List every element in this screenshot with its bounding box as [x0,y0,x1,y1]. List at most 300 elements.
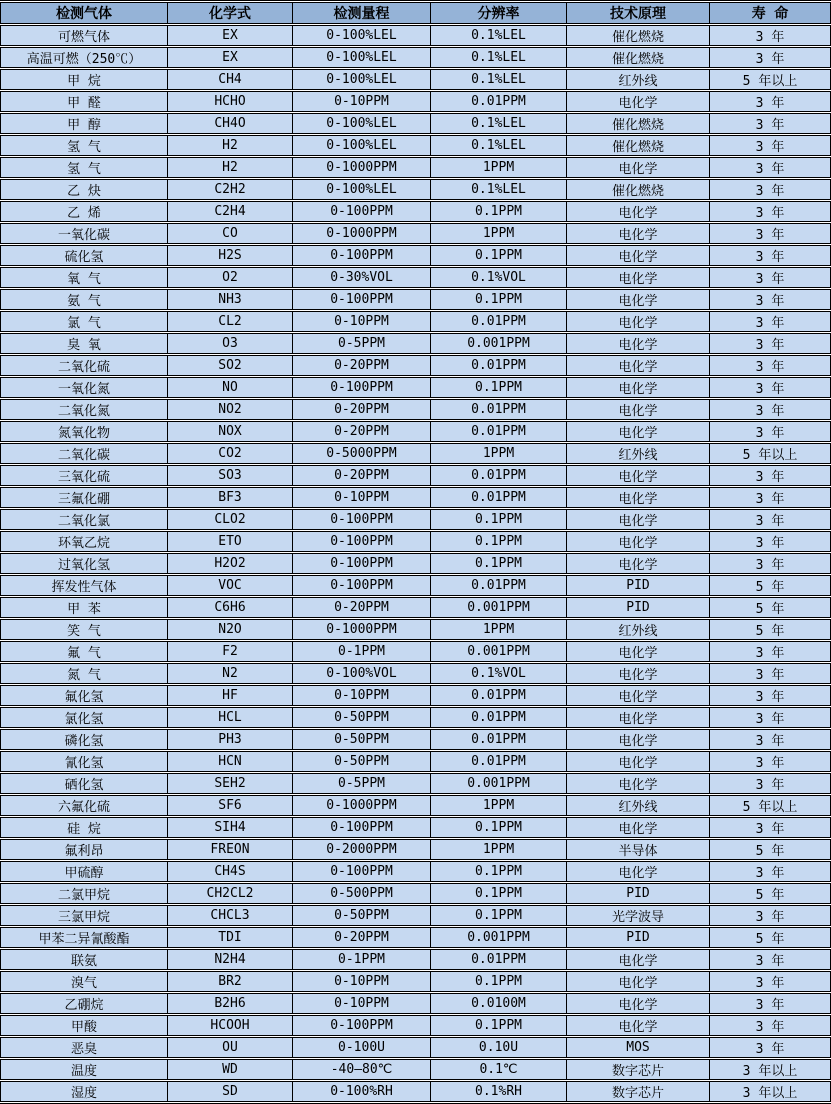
range-cell: 0-1PPM [292,949,430,970]
resolution-cell: 0.01PPM [430,465,566,486]
lifespan-cell: 3 年以上 [709,1081,831,1102]
table-row [0,91,831,112]
formula-cell: H2 [167,157,292,178]
principle-cell: PID [566,575,709,596]
lifespan-cell: 5 年以上 [709,69,831,90]
table-row [0,113,831,134]
table-row [0,553,831,574]
resolution-cell: 1PPM [430,619,566,640]
range-cell: 0-20PPM [292,927,430,948]
gas-name-cell: 挥发性气体 [0,575,167,596]
resolution-cell: 0.1%LEL [430,25,566,46]
table-row [0,729,831,750]
resolution-cell: 0.001PPM [430,597,566,618]
gas-name-cell: 环氧乙烷 [0,531,167,552]
formula-cell: ETO [167,531,292,552]
table-row [0,223,831,244]
principle-cell: 光学波导 [566,905,709,926]
formula-cell: H2 [167,135,292,156]
formula-cell: FREON [167,839,292,860]
gas-name-cell: 高温可燃（250℃） [0,47,167,68]
resolution-cell: 0.1PPM [430,971,566,992]
range-cell: 0-100%LEL [292,113,430,134]
table-row [0,619,831,640]
lifespan-cell: 5 年以上 [709,795,831,816]
table-row [0,1037,831,1058]
table-row [0,663,831,684]
principle-cell: 催化燃烧 [566,135,709,156]
lifespan-cell: 5 年 [709,597,831,618]
formula-cell: C2H2 [167,179,292,200]
gas-name-cell: 乙硼烷 [0,993,167,1014]
lifespan-cell: 3 年 [709,465,831,486]
formula-cell: H2S [167,245,292,266]
resolution-cell: 0.01PPM [430,729,566,750]
table-row [0,377,831,398]
gas-name-cell: 过氧化氢 [0,553,167,574]
lifespan-cell: 3 年 [709,1037,831,1058]
lifespan-cell: 3 年 [709,25,831,46]
table-row [0,47,831,68]
formula-cell: CH2CL2 [167,883,292,904]
resolution-cell: 0.1PPM [430,289,566,310]
column-header-principle: 技术原理 [566,2,709,24]
gas-name-cell: 二氧化硫 [0,355,167,376]
lifespan-cell: 3 年 [709,663,831,684]
gas-name-cell: 氰化氢 [0,751,167,772]
range-cell: 0-30%VOL [292,267,430,288]
gas-name-cell: 二氯甲烷 [0,883,167,904]
formula-cell: EX [167,47,292,68]
formula-cell: C2H4 [167,201,292,222]
principle-cell: 电化学 [566,421,709,442]
lifespan-cell: 3 年 [709,487,831,508]
gas-name-cell: 氟利昂 [0,839,167,860]
gas-name-cell: 氢 气 [0,157,167,178]
principle-cell: 电化学 [566,949,709,970]
resolution-cell: 0.01PPM [430,91,566,112]
principle-cell: 电化学 [566,971,709,992]
resolution-cell: 0.01PPM [430,575,566,596]
range-cell: 0-20PPM [292,399,430,420]
table-row [0,795,831,816]
formula-cell: TDI [167,927,292,948]
resolution-cell: 0.1%LEL [430,179,566,200]
table-row [0,333,831,354]
range-cell: 0-100PPM [292,289,430,310]
table-row [0,817,831,838]
principle-cell: 电化学 [566,1015,709,1036]
formula-cell: CHCL3 [167,905,292,926]
gas-name-cell: 氯 气 [0,311,167,332]
lifespan-cell: 5 年以上 [709,443,831,464]
resolution-cell: 0.1PPM [430,905,566,926]
lifespan-cell: 3 年 [709,289,831,310]
formula-cell: CO [167,223,292,244]
principle-cell: 电化学 [566,707,709,728]
column-header-range: 检测量程 [292,2,430,24]
principle-cell: 电化学 [566,245,709,266]
resolution-cell: 0.1PPM [430,883,566,904]
range-cell: 0-1PPM [292,641,430,662]
table-row [0,751,831,772]
range-cell: 0-100PPM [292,201,430,222]
resolution-cell: 1PPM [430,443,566,464]
principle-cell: 电化学 [566,289,709,310]
resolution-cell: 0.001PPM [430,927,566,948]
gas-name-cell: 氟化氢 [0,685,167,706]
resolution-cell: 0.001PPM [430,333,566,354]
lifespan-cell: 3 年 [709,245,831,266]
lifespan-cell: 3 年 [709,707,831,728]
range-cell: 0-100%LEL [292,25,430,46]
principle-cell: 红外线 [566,443,709,464]
column-header-resolution: 分辨率 [430,2,566,24]
principle-cell: 电化学 [566,531,709,552]
range-cell: 0-10PPM [292,685,430,706]
range-cell: 0-10PPM [292,971,430,992]
gas-name-cell: 氮 气 [0,663,167,684]
resolution-cell: 0.1%LEL [430,69,566,90]
range-cell: 0-100PPM [292,245,430,266]
formula-cell: EX [167,25,292,46]
table-row [0,289,831,310]
table-row [0,399,831,420]
formula-cell: CL2 [167,311,292,332]
gas-name-cell: 硫化氢 [0,245,167,266]
table-row [0,179,831,200]
range-cell: 0-5000PPM [292,443,430,464]
gas-name-cell: 恶臭 [0,1037,167,1058]
formula-cell: N2H4 [167,949,292,970]
range-cell: 0-100PPM [292,531,430,552]
lifespan-cell: 3 年 [709,179,831,200]
principle-cell: 电化学 [566,333,709,354]
range-cell: 0-10PPM [292,311,430,332]
range-cell: 0-100%LEL [292,69,430,90]
lifespan-cell: 3 年 [709,377,831,398]
gas-name-cell: 一氧化碳 [0,223,167,244]
principle-cell: 电化学 [566,729,709,750]
principle-cell: 电化学 [566,861,709,882]
lifespan-cell: 3 年 [709,201,831,222]
formula-cell: CH4S [167,861,292,882]
resolution-cell: 0.01PPM [430,355,566,376]
lifespan-cell: 3 年 [709,91,831,112]
formula-cell: CH4O [167,113,292,134]
lifespan-cell: 3 年以上 [709,1059,831,1080]
range-cell: 0-1000PPM [292,795,430,816]
gas-name-cell: 甲 苯 [0,597,167,618]
formula-cell: SEH2 [167,773,292,794]
table-row [0,355,831,376]
gas-name-cell: 温度 [0,1059,167,1080]
table-row [0,685,831,706]
principle-cell: 催化燃烧 [566,179,709,200]
lifespan-cell: 5 年 [709,575,831,596]
resolution-cell: 0.001PPM [430,641,566,662]
resolution-cell: 0.1PPM [430,861,566,882]
range-cell: 0-100%LEL [292,135,430,156]
table-row [0,487,831,508]
principle-cell: 电化学 [566,465,709,486]
principle-cell: 数字芯片 [566,1081,709,1102]
table-row [0,949,831,970]
formula-cell: VOC [167,575,292,596]
table-row [0,531,831,552]
gas-name-cell: 乙 炔 [0,179,167,200]
table-row [0,1059,831,1080]
gas-name-cell: 二氧化氯 [0,509,167,530]
column-header-gas: 检测气体 [0,2,167,24]
resolution-cell: 1PPM [430,839,566,860]
principle-cell: 电化学 [566,663,709,684]
principle-cell: 电化学 [566,993,709,1014]
resolution-cell: 0.1PPM [430,509,566,530]
gas-name-cell: 氮氧化物 [0,421,167,442]
formula-cell: N2O [167,619,292,640]
formula-cell: OU [167,1037,292,1058]
lifespan-cell: 5 年 [709,883,831,904]
lifespan-cell: 3 年 [709,135,831,156]
principle-cell: 催化燃烧 [566,47,709,68]
lifespan-cell: 3 年 [709,421,831,442]
formula-cell: CLO2 [167,509,292,530]
range-cell: 0-50PPM [292,707,430,728]
gas-name-cell: 联氨 [0,949,167,970]
formula-cell: F2 [167,641,292,662]
principle-cell: 红外线 [566,69,709,90]
range-cell: 0-100%VOL [292,663,430,684]
gas-name-cell: 甲酸 [0,1015,167,1036]
principle-cell: 电化学 [566,751,709,772]
resolution-cell: 0.01PPM [430,421,566,442]
table-row [0,443,831,464]
table-row [0,245,831,266]
principle-cell: 电化学 [566,223,709,244]
principle-cell: PID [566,883,709,904]
formula-cell: SIH4 [167,817,292,838]
gas-name-cell: 氯化氢 [0,707,167,728]
resolution-cell: 0.1PPM [430,531,566,552]
lifespan-cell: 3 年 [709,509,831,530]
table-row [0,575,831,596]
resolution-cell: 1PPM [430,223,566,244]
gas-name-cell: 溴气 [0,971,167,992]
gas-name-cell: 六氟化硫 [0,795,167,816]
range-cell: 0-100%LEL [292,179,430,200]
range-cell: 0-1000PPM [292,157,430,178]
lifespan-cell: 3 年 [709,993,831,1014]
principle-cell: 电化学 [566,355,709,376]
lifespan-cell: 3 年 [709,949,831,970]
table-row [0,157,831,178]
formula-cell: HCOOH [167,1015,292,1036]
resolution-cell: 1PPM [430,795,566,816]
range-cell: 0-2000PPM [292,839,430,860]
range-cell: 0-100PPM [292,817,430,838]
gas-name-cell: 三氟化硼 [0,487,167,508]
lifespan-cell: 3 年 [709,971,831,992]
formula-cell: C6H6 [167,597,292,618]
formula-cell: HF [167,685,292,706]
range-cell: 0-20PPM [292,465,430,486]
range-cell: 0-1000PPM [292,619,430,640]
formula-cell: SD [167,1081,292,1102]
principle-cell: 电化学 [566,157,709,178]
resolution-cell: 0.1PPM [430,245,566,266]
gas-name-cell: 硒化氢 [0,773,167,794]
range-cell: 0-1000PPM [292,223,430,244]
formula-cell: H2O2 [167,553,292,574]
gas-name-cell: 硅 烷 [0,817,167,838]
gas-name-cell: 一氧化氮 [0,377,167,398]
principle-cell: 电化学 [566,641,709,662]
formula-cell: WD [167,1059,292,1080]
gas-name-cell: 甲 醛 [0,91,167,112]
resolution-cell: 0.1%LEL [430,47,566,68]
resolution-cell: 0.01PPM [430,399,566,420]
gas-name-cell: 湿度 [0,1081,167,1102]
table-row [0,773,831,794]
gas-name-cell: 氧 气 [0,267,167,288]
resolution-cell: 0.1PPM [430,553,566,574]
principle-cell: 电化学 [566,201,709,222]
column-header-lifespan: 寿 命 [709,2,831,24]
table-row [0,465,831,486]
range-cell: 0-20PPM [292,355,430,376]
lifespan-cell: 3 年 [709,729,831,750]
table-row [0,509,831,530]
lifespan-cell: 3 年 [709,311,831,332]
formula-cell: SF6 [167,795,292,816]
gas-name-cell: 磷化氢 [0,729,167,750]
range-cell: 0-10PPM [292,993,430,1014]
lifespan-cell: 5 年 [709,839,831,860]
lifespan-cell: 3 年 [709,773,831,794]
table-row [0,25,831,46]
table-row [0,421,831,442]
lifespan-cell: 3 年 [709,751,831,772]
principle-cell: 催化燃烧 [566,113,709,134]
range-cell: 0-100%RH [292,1081,430,1102]
table-row [0,993,831,1014]
range-cell: 0-50PPM [292,729,430,750]
table-row [0,1081,831,1102]
formula-cell: PH3 [167,729,292,750]
range-cell: 0-50PPM [292,751,430,772]
resolution-cell: 0.001PPM [430,773,566,794]
resolution-cell: 0.1PPM [430,377,566,398]
resolution-cell: 0.01PPM [430,751,566,772]
resolution-cell: 0.1℃ [430,1059,566,1080]
column-header-formula: 化学式 [167,2,292,24]
resolution-cell: 1PPM [430,157,566,178]
range-cell: 0-100PPM [292,553,430,574]
lifespan-cell: 3 年 [709,817,831,838]
principle-cell: PID [566,927,709,948]
resolution-cell: 0.01PPM [430,949,566,970]
formula-cell: O3 [167,333,292,354]
principle-cell: 红外线 [566,795,709,816]
formula-cell: SO2 [167,355,292,376]
range-cell: 0-20PPM [292,597,430,618]
gas-name-cell: 甲 烷 [0,69,167,90]
lifespan-cell: 3 年 [709,685,831,706]
gas-name-cell: 二氧化氮 [0,399,167,420]
principle-cell: 电化学 [566,377,709,398]
range-cell: 0-100PPM [292,861,430,882]
table-row [0,267,831,288]
table-row [0,311,831,332]
principle-cell: 电化学 [566,553,709,574]
formula-cell: HCHO [167,91,292,112]
lifespan-cell: 3 年 [709,113,831,134]
principle-cell: 电化学 [566,311,709,332]
range-cell: 0-100PPM [292,1015,430,1036]
range-cell: 0-100PPM [292,575,430,596]
lifespan-cell: 3 年 [709,399,831,420]
principle-cell: 半导体 [566,839,709,860]
formula-cell: CO2 [167,443,292,464]
table-body [0,25,831,1102]
formula-cell: NO2 [167,399,292,420]
principle-cell: MOS [566,1037,709,1058]
range-cell: 0-100U [292,1037,430,1058]
table-header [0,2,831,24]
table-row [0,641,831,662]
header-row [0,2,831,24]
lifespan-cell: 3 年 [709,223,831,244]
principle-cell: 催化燃烧 [566,25,709,46]
table-row [0,135,831,156]
principle-cell: 电化学 [566,267,709,288]
lifespan-cell: 3 年 [709,267,831,288]
range-cell: 0-10PPM [292,487,430,508]
formula-cell: SO3 [167,465,292,486]
table-row [0,69,831,90]
table-row [0,861,831,882]
principle-cell: 电化学 [566,773,709,794]
table-row [0,839,831,860]
resolution-cell: 0.0100M [430,993,566,1014]
table-row [0,883,831,904]
lifespan-cell: 3 年 [709,641,831,662]
formula-cell: NOX [167,421,292,442]
principle-cell: 电化学 [566,487,709,508]
range-cell: 0-100%LEL [292,47,430,68]
lifespan-cell: 3 年 [709,1015,831,1036]
resolution-cell: 0.1PPM [430,817,566,838]
lifespan-cell: 3 年 [709,905,831,926]
lifespan-cell: 5 年 [709,927,831,948]
principle-cell: 电化学 [566,509,709,530]
resolution-cell: 0.1%VOL [430,267,566,288]
principle-cell: PID [566,597,709,618]
formula-cell: HCN [167,751,292,772]
range-cell: 0-50PPM [292,905,430,926]
gas-name-cell: 甲苯二异氰酸酯 [0,927,167,948]
gas-name-cell: 臭 氧 [0,333,167,354]
resolution-cell: 0.01PPM [430,707,566,728]
gas-name-cell: 甲 醇 [0,113,167,134]
lifespan-cell: 3 年 [709,157,831,178]
resolution-cell: 0.1%VOL [430,663,566,684]
table-row [0,971,831,992]
resolution-cell: 0.1PPM [430,201,566,222]
formula-cell: B2H6 [167,993,292,1014]
table-row [0,1015,831,1036]
